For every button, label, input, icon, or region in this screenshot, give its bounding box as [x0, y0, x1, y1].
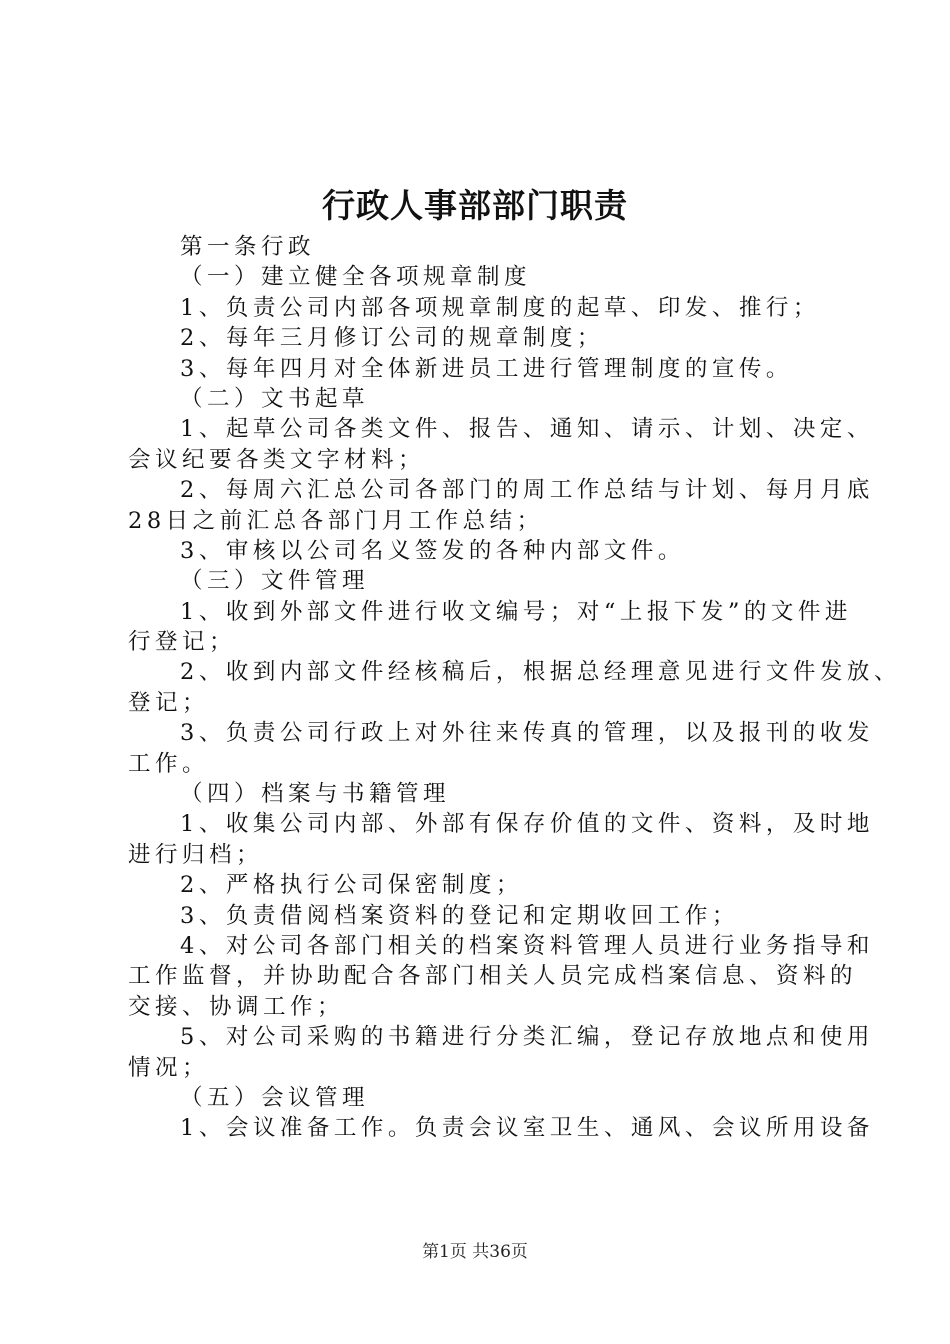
body-line: 5、对公司采购的书籍进行分类汇编，登记存放地点和使用 [180, 1024, 874, 1051]
body-line: 3、每年四月对全体新进员工进行管理制度的宣传。 [180, 355, 793, 382]
document-body [128, 232, 901, 1144]
body-line: 工作监督，并协助配合各部门相关人员完成档案信息、资料的 [128, 963, 858, 990]
body-line: 进行归档； [128, 841, 264, 868]
body-line: 2、严格执行公司保密制度； [180, 872, 523, 899]
body-line: 3、负责借阅档案资料的登记和定期收回工作； [180, 902, 739, 929]
body-line: 交接、协调工作； [128, 993, 345, 1020]
page-number-footer: 第1页 共36页 [422, 1242, 528, 1262]
body-line: （三）文件管理 [180, 568, 370, 595]
body-line: 2、每年三月修订公司的规章制度； [180, 325, 604, 352]
body-line: 4、对公司各部门相关的档案资料管理人员进行业务指导和 [180, 932, 874, 959]
body-line: 28日之前汇总各部门月工作总结； [128, 507, 544, 534]
body-line: 3、审核以公司名义签发的各种内部文件。 [180, 537, 685, 564]
document-title: 行政人事部部门职责 [322, 186, 628, 225]
body-line: 会议纪要各类文字材料； [128, 446, 426, 473]
body-line: 2、每周六汇总公司各部门的周工作总结与计划、每月月底 [180, 477, 874, 504]
body-line: 1、会议准备工作。负责会议室卫生、通风、会议所用设备 [180, 1115, 874, 1142]
body-line: 1、起草公司各类文件、报告、通知、请示、计划、决定、 [180, 416, 874, 443]
body-line: 1、收到外部文件进行收文编号；对“上报下发”的文件进 [180, 598, 852, 625]
body-line: 1、收集公司内部、外部有保存价值的文件、资料，及时地 [180, 811, 874, 838]
body-line: 第一条行政 [180, 234, 316, 260]
body-line: 工作。 [128, 750, 210, 777]
body-line: （二）文书起草 [180, 385, 370, 412]
body-line: （五）会议管理 [180, 1084, 370, 1111]
body-line: 1、负责公司内部各项规章制度的起草、印发、推行； [180, 294, 820, 321]
body-line: （四）档案与书籍管理 [180, 781, 451, 808]
body-line: 登记； [128, 689, 210, 716]
body-line: （一）建立健全各项规章制度 [180, 264, 532, 291]
body-line: 行登记； [128, 629, 237, 656]
body-line: 3、负责公司行政上对外往来传真的管理，以及报刊的收发 [180, 720, 874, 747]
body-line: 情况； [128, 1054, 210, 1081]
body-line: 2、收到内部文件经核稿后，根据总经理意见进行文件发放、 [180, 659, 901, 686]
